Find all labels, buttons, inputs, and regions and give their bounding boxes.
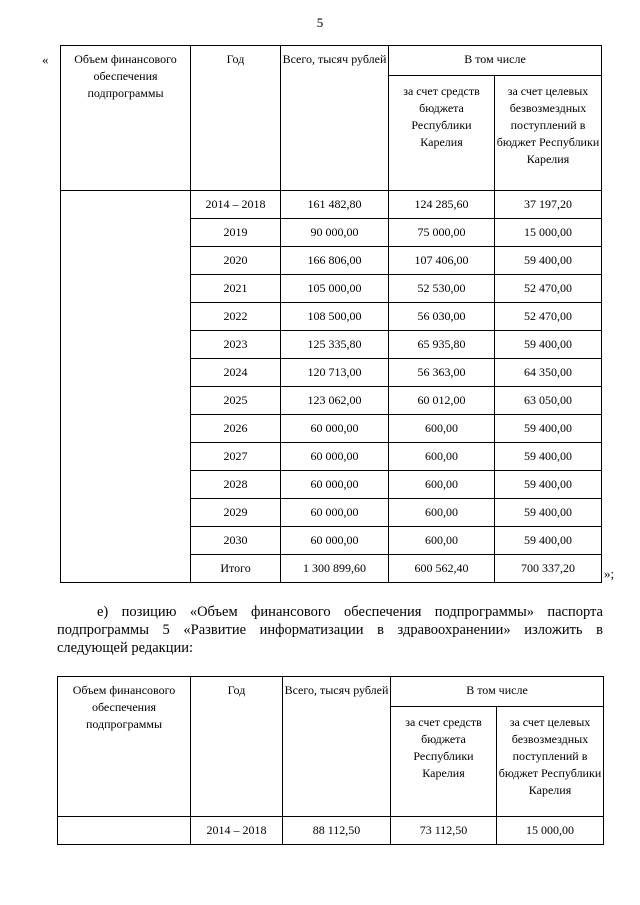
cell-grants: 52 470,00: [495, 303, 602, 331]
closing-quote: »;: [604, 566, 615, 581]
table-row: [61, 471, 602, 499]
volume-continuation-cell: [61, 275, 191, 303]
cell-year: 2028: [191, 471, 281, 499]
cell-year: 2024: [191, 359, 281, 387]
cell-year: 2014 – 2018: [191, 817, 283, 845]
header-including: В том числе: [389, 46, 602, 76]
volume-continuation-cell: [61, 527, 191, 555]
cell-year: 2029: [191, 499, 281, 527]
cell-total: 108 500,00: [281, 303, 389, 331]
volume-continuation-cell: [61, 303, 191, 331]
header-year: Год: [191, 46, 281, 191]
volume-continuation-cell: [61, 219, 191, 247]
cell-budget: 75 000,00: [389, 219, 495, 247]
cell-year: 2023: [191, 331, 281, 359]
cell-budget: 124 285,60: [389, 191, 495, 219]
cell-budget: 600,00: [389, 499, 495, 527]
header-total: Всего, тысяч рублей: [283, 677, 391, 817]
cell-year: 2030: [191, 527, 281, 555]
header-grants: за счет целевых безвозмездных поступлений в бюджет Республики Карелия: [495, 76, 602, 191]
cell-total: 1 300 899,60: [281, 555, 389, 583]
amendment-paragraph: е) позицию «Объем финансового обеспечения подпрограммы» паспорта подпрограммы 5 «Развитие информатизации в здравоохранении» изложить в следующей редакции:: [57, 604, 603, 656]
table-row: [61, 527, 602, 555]
table-row: [61, 331, 602, 359]
cell-year: 2021: [191, 275, 281, 303]
table-row: [61, 415, 602, 443]
table-row: [58, 817, 604, 845]
header-grants: за счет целевых безвозмездных поступлений в бюджет Республики Карелия: [497, 707, 604, 817]
volume-continuation-cell: [61, 555, 191, 583]
header-including: В том числе: [391, 677, 604, 707]
cell-total: 90 000,00: [281, 219, 389, 247]
cell-grants: 63 050,00: [495, 387, 602, 415]
volume-continuation-cell: [61, 247, 191, 275]
cell-budget: 73 112,50: [391, 817, 497, 845]
cell-grants: 59 400,00: [495, 499, 602, 527]
financing-table-subprogram-4: [60, 45, 602, 583]
cell-total: 60 000,00: [281, 443, 389, 471]
cell-budget: 65 935,80: [389, 331, 495, 359]
cell-year: 2014 – 2018: [191, 191, 281, 219]
volume-continuation-cell: [61, 443, 191, 471]
table-row: [61, 359, 602, 387]
cell-budget: 600,00: [389, 443, 495, 471]
cell-budget: 600,00: [389, 527, 495, 555]
cell-year: 2022: [191, 303, 281, 331]
header-volume: Объем финансового обеспечения подпрограммы: [61, 46, 191, 191]
cell-budget: 600,00: [389, 471, 495, 499]
cell-total: 161 482,80: [281, 191, 389, 219]
opening-quote: «: [42, 52, 49, 67]
cell-budget: 60 012,00: [389, 387, 495, 415]
cell-total: 120 713,00: [281, 359, 389, 387]
cell-budget: 56 363,00: [389, 359, 495, 387]
cell-grants: 52 470,00: [495, 275, 602, 303]
cell-grants: 37 197,20: [495, 191, 602, 219]
cell-total: 125 335,80: [281, 331, 389, 359]
cell-total: 60 000,00: [281, 527, 389, 555]
table-row: [61, 275, 602, 303]
cell-grants: 59 400,00: [495, 471, 602, 499]
page-number: 5: [316, 15, 324, 30]
financing-table-subprogram-5: [57, 676, 604, 845]
cell-grants: 15 000,00: [495, 219, 602, 247]
cell-year: 2026: [191, 415, 281, 443]
cell-budget: 107 406,00: [389, 247, 495, 275]
cell-year: 2027: [191, 443, 281, 471]
table-row: [61, 219, 602, 247]
cell-year: Итого: [191, 555, 281, 583]
cell-grants: 59 400,00: [495, 443, 602, 471]
table-row: [61, 443, 602, 471]
cell-grants: 15 000,00: [497, 817, 604, 845]
cell-year: 2025: [191, 387, 281, 415]
cell-budget: 600,00: [389, 415, 495, 443]
cell-grants: 700 337,20: [495, 555, 602, 583]
cell-budget: 56 030,00: [389, 303, 495, 331]
volume-continuation-cell: [61, 331, 191, 359]
cell-budget: 600 562,40: [389, 555, 495, 583]
cell-year: 2019: [191, 219, 281, 247]
table-row: [61, 555, 602, 583]
table-row: [61, 387, 602, 415]
cell-total: 123 062,00: [281, 387, 389, 415]
cell-grants: 64 350,00: [495, 359, 602, 387]
header-volume: Объем финансового обеспечения подпрограммы: [58, 677, 191, 817]
volume-continuation-cell: [61, 191, 191, 219]
cell-total: 60 000,00: [281, 499, 389, 527]
table-row: [61, 499, 602, 527]
volume-continuation-cell: [61, 499, 191, 527]
cell-grants: 59 400,00: [495, 331, 602, 359]
cell-year: 2020: [191, 247, 281, 275]
cell-grants: 59 400,00: [495, 247, 602, 275]
header-year: Год: [191, 677, 283, 817]
cell-total: 60 000,00: [281, 471, 389, 499]
volume-continuation-cell: [58, 817, 191, 845]
cell-total: 88 112,50: [283, 817, 391, 845]
volume-continuation-cell: [61, 387, 191, 415]
volume-continuation-cell: [61, 359, 191, 387]
cell-total: 60 000,00: [281, 415, 389, 443]
table-row: [61, 247, 602, 275]
table-row: [61, 191, 602, 219]
cell-grants: 59 400,00: [495, 527, 602, 555]
cell-total: 166 806,00: [281, 247, 389, 275]
header-budget: за счет средств бюджета Республики Карелия: [389, 76, 495, 191]
cell-total: 105 000,00: [281, 275, 389, 303]
cell-budget: 52 530,00: [389, 275, 495, 303]
header-total: Всего, тысяч рублей: [281, 46, 389, 191]
volume-continuation-cell: [61, 415, 191, 443]
cell-grants: 59 400,00: [495, 415, 602, 443]
table-row: [61, 303, 602, 331]
header-budget: за счет средств бюджета Республики Карелия: [391, 707, 497, 817]
volume-continuation-cell: [61, 471, 191, 499]
